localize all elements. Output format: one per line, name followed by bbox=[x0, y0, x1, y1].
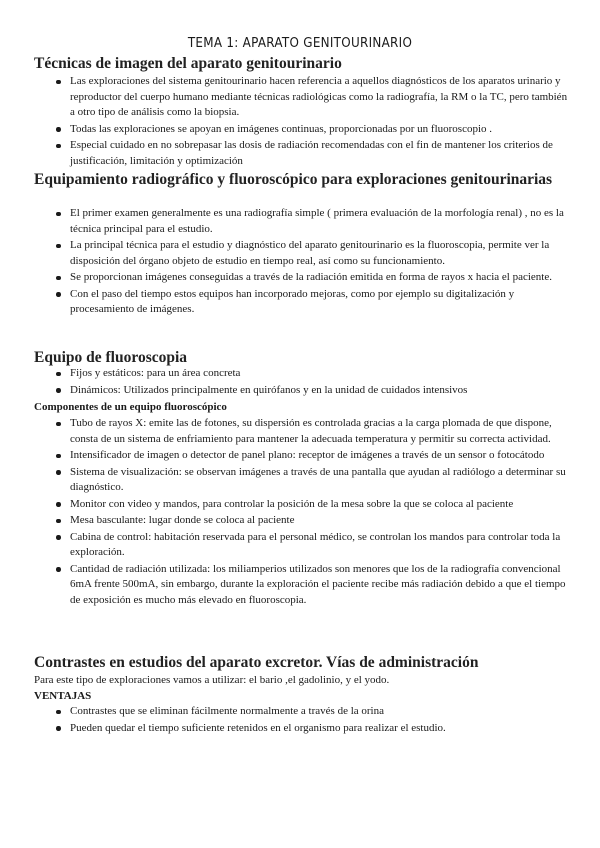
list-item: Pueden quedar el tiempo suficiente retenidos en el organismo para realizar el estudio. bbox=[0, 721, 600, 737]
equipment-list bbox=[0, 206, 600, 319]
subheading-advantages: VENTAJAS bbox=[34, 690, 92, 702]
list-item: Todas las exploraciones se apoyan en imágenes continuas, proporcionadas por un fluoroscopio . bbox=[0, 122, 600, 138]
contrasts-intro: Para este tipo de exploraciones vamos a utilizar: el bario ,el gadolinio, y el yodo. bbox=[34, 674, 390, 686]
fluoroscopy-types-list bbox=[0, 366, 600, 399]
list-item: Monitor con video y mandos, para controlar la posición de la mesa sobre la que se coloca al paciente bbox=[0, 497, 600, 513]
list-item: El primer examen generalmente es una radiografía simple ( primera evaluación de la morfología renal) , no es la técnica principal para el estudio. bbox=[0, 206, 600, 237]
list-item: Intensificador de imagen o detector de panel plano: receptor de imágenes a través de un sensor o fotocátodo bbox=[0, 448, 600, 464]
list-item: Se proporcionan imágenes conseguidas a través de la radiación emitida en forma de rayos x hacia el paciente. bbox=[0, 270, 600, 286]
document-title: TEMA 1: APARATO GENITOURINARIO bbox=[187, 36, 413, 51]
list-item: Cabina de control: habitación reservada para el personal médico, se controlan los mandos para controlar toda la exploración. bbox=[0, 530, 600, 561]
subheading-components: Componentes de un equipo fluoroscópico bbox=[34, 401, 227, 413]
list-item: Mesa basculante: lugar donde se coloca al paciente bbox=[0, 513, 600, 529]
imaging-techniques-list bbox=[0, 74, 600, 170]
list-item: Especial cuidado en no sobrepasar las dosis de radiación recomendadas con el fin de mantener los criterios de justificación, limitación y optimización bbox=[0, 138, 600, 169]
components-list bbox=[0, 416, 600, 609]
section-heading-equipment: Equipamiento radiográfico y fluoroscópico para exploraciones genitourinarias bbox=[34, 171, 553, 188]
advantages-list bbox=[0, 704, 600, 737]
section-heading-fluoroscopy-equipment: Equipo de fluoroscopia bbox=[34, 349, 188, 366]
list-item: Dinámicos: Utilizados principalmente en quirófanos y en la unidad de cuidados intensivos bbox=[0, 383, 600, 399]
list-item: La principal técnica para el estudio y diagnóstico del aparato genitourinario es la fluoroscopia, permite ver la disposición del órgano objeto de estudio en tiempo real, así como su funcionamiento. bbox=[0, 238, 600, 269]
list-item: Cantidad de radiación utilizada: los miliamperios utilizados son menores que los de la radiografía convencional 6mA frente 500mA, sin embargo, durante la exploración el paciente recibe más radiación debido a que el tiempo de exposición es mucho más elevado en fluoroscopia. bbox=[0, 562, 600, 609]
section-heading-imaging-techniques: Técnicas de imagen del aparato genitourinario bbox=[34, 55, 342, 72]
list-item: Contrastes que se eliminan fácilmente normalmente a través de la orina bbox=[0, 704, 600, 720]
list-item: Las exploraciones del sistema genitourinario hacen referencia a aquellos diagnósticos de los aparatos urinario y reproductor del cuerpo humano mediante técnicas radiológicas como la radiografía, la RM o la TC, pero también a otro tipo de análisis como la biopsia. bbox=[0, 74, 600, 121]
list-item: Sistema de visualización: se observan imágenes a través de una pantalla que ayudan al radiólogo a determinar su diagnóstico. bbox=[0, 465, 600, 496]
list-item: Con el paso del tiempo estos equipos han incorporado mejoras, como por ejemplo su digitalización y procesamiento de imágenes. bbox=[0, 287, 600, 318]
section-heading-contrasts: Contrastes en estudios del aparato excretor. Vías de administración bbox=[34, 654, 479, 671]
list-item: Fijos y estáticos: para un área concreta bbox=[0, 366, 600, 382]
list-item: Tubo de rayos X: emite las de fotones, su dispersión es controlada gracias a la carga plomada de que dispone, consta de un sistema de enfriamiento para mantener la adecuada temperatura y permitir su correcta actividad. bbox=[0, 416, 600, 447]
